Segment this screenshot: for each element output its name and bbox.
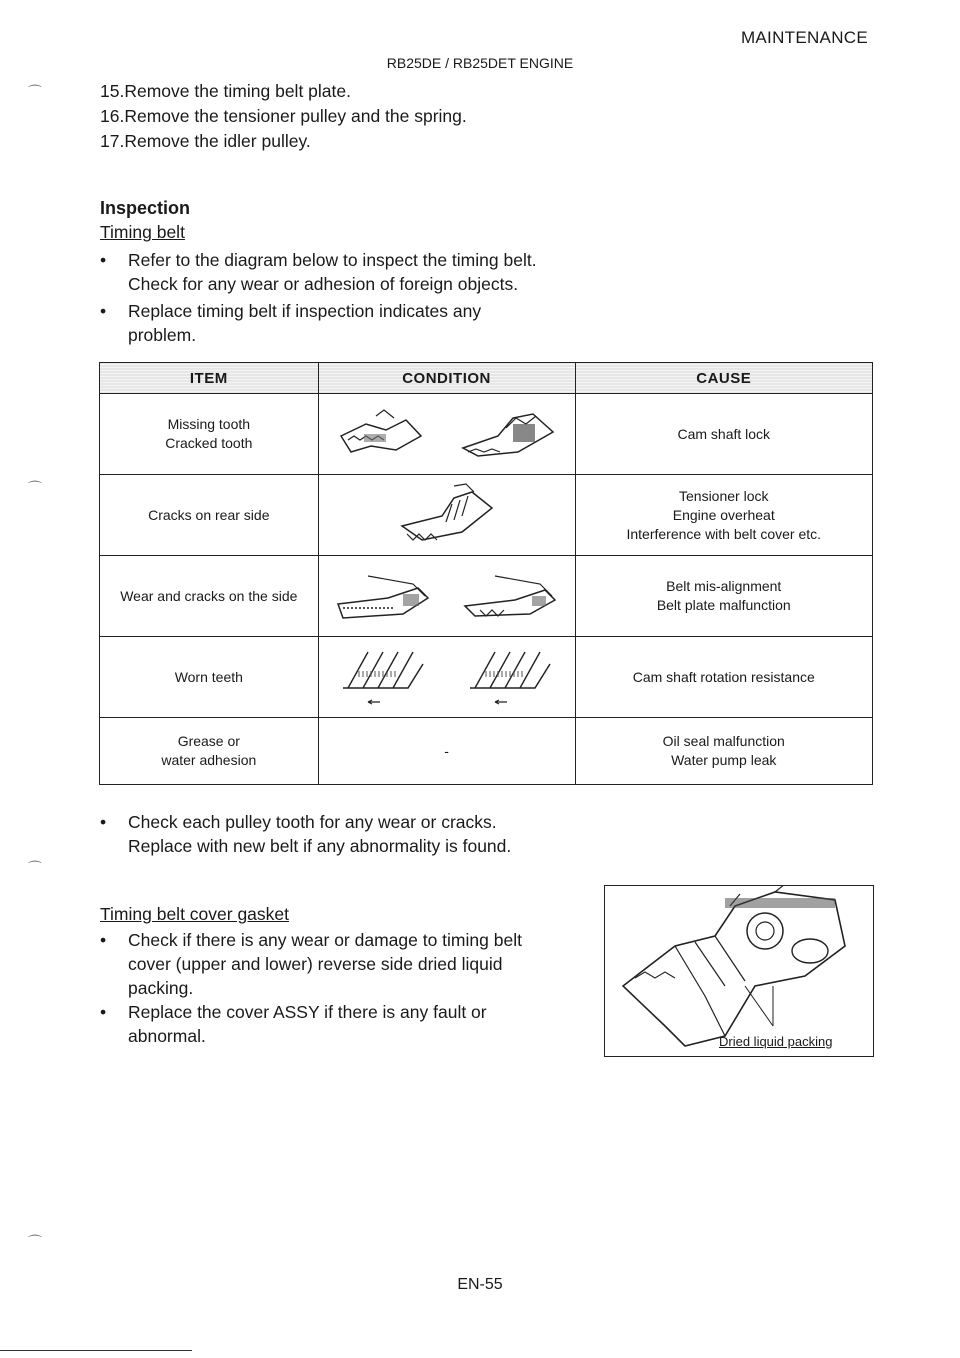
cause-cell xyxy=(575,394,873,475)
item-text: Cracked tooth xyxy=(165,435,253,451)
table-row xyxy=(100,637,873,718)
condition-cell xyxy=(318,637,575,718)
bullet-text: abnormal. xyxy=(128,1026,206,1046)
bullet-text: packing. xyxy=(128,978,194,998)
cause-text: Belt mis-alignment xyxy=(666,578,782,594)
cause-text: Cam shaft rotation resistance xyxy=(632,668,815,685)
bullet-text: Refer to the diagram below to inspect the timing belt. xyxy=(128,250,537,270)
margin-mark: ⌒ xyxy=(28,860,42,876)
belt-inspection-table xyxy=(99,362,873,785)
missing-tooth-belt-icon xyxy=(336,406,426,462)
engine-title: RB25DE / RB25DET ENGINE xyxy=(386,55,574,71)
cracked-tooth-belt-icon xyxy=(458,406,558,462)
cause-text: Interference with belt cover etc. xyxy=(626,525,822,542)
section-title: MAINTENANCE xyxy=(740,28,868,47)
condition-cell xyxy=(318,475,575,556)
bullet-text: Replace timing belt if inspection indicates any xyxy=(128,301,482,321)
item-text: Worn teeth xyxy=(174,668,243,685)
table-header-row xyxy=(100,363,873,394)
condition-text: - xyxy=(444,742,449,759)
figure-label: Dried liquid packing xyxy=(719,1034,833,1049)
cause-text: Water pump leak xyxy=(671,752,777,768)
timing-belt-cover-icon xyxy=(605,886,873,1056)
bullet-text: Replace with new belt if any abnormality is found. xyxy=(128,836,512,856)
item-cell xyxy=(100,394,319,475)
bullet-text: Check each pulley tooth for any wear or cracks. xyxy=(128,812,497,832)
cause-text: Engine overheat xyxy=(672,506,775,523)
margin-mark: ⌒ xyxy=(28,1234,42,1250)
margin-mark: ⌒ xyxy=(28,480,42,496)
bullet-dot: • xyxy=(100,930,107,950)
column-header-cause: CAUSE xyxy=(575,363,873,394)
cause-cell xyxy=(575,475,873,556)
step-item: 15.Remove the timing belt plate. xyxy=(100,81,351,101)
bullet-text: Replace the cover ASSY if there is any fault or xyxy=(128,1002,487,1022)
cause-cell xyxy=(575,718,873,785)
item-text: Cracks on rear side xyxy=(148,506,270,523)
cause-cell xyxy=(575,556,873,637)
condition-cell xyxy=(318,556,575,637)
removal-steps xyxy=(100,79,467,154)
item-cell xyxy=(100,637,319,718)
column-header-item: ITEM xyxy=(100,363,319,394)
worn-teeth-belt-icon xyxy=(465,644,555,710)
timing-belt-bullets xyxy=(100,248,620,347)
inspection-heading: Inspection xyxy=(100,198,191,218)
bullet-text: Check if there is any wear or damage to timing belt xyxy=(128,930,522,950)
item-text: Missing tooth xyxy=(167,416,251,432)
column-header-condition: CONDITION xyxy=(318,363,575,394)
pulley-bullets xyxy=(100,810,620,858)
condition-cell xyxy=(318,718,575,785)
cause-text: Belt plate malfunction xyxy=(656,597,791,613)
page-number: EN-55 xyxy=(457,1276,503,1293)
bullet-dot: • xyxy=(100,812,107,832)
item-cell xyxy=(100,556,319,637)
cause-text: Cam shaft lock xyxy=(677,425,771,442)
item-text: Grease or xyxy=(177,733,240,749)
item-cell xyxy=(100,718,319,785)
table-row xyxy=(100,556,873,637)
timing-belt-subtitle: Timing belt xyxy=(100,222,185,242)
table-row xyxy=(100,475,873,556)
belt-cover-figure xyxy=(604,885,874,1057)
cause-text: Oil seal malfunction xyxy=(662,733,785,749)
rear-side-crack-belt-icon xyxy=(392,482,502,548)
condition-cell xyxy=(318,394,575,475)
bullet-dot: • xyxy=(100,301,107,321)
item-cell xyxy=(100,475,319,556)
bullet-text: Check for any wear or adhesion of foreign objects. xyxy=(128,274,519,294)
side-wear-belt-icon xyxy=(333,568,433,624)
bullet-dot: • xyxy=(100,250,107,270)
gasket-subtitle: Timing belt cover gasket xyxy=(100,904,290,924)
footer-rule xyxy=(0,1350,192,1351)
table-row xyxy=(100,394,873,475)
bullet-dot: • xyxy=(100,1002,107,1022)
cause-text: Tensioner lock xyxy=(679,487,769,504)
worn-teeth-belt-icon xyxy=(338,644,428,710)
table-row xyxy=(100,718,873,785)
step-item: 17.Remove the idler pulley. xyxy=(100,131,311,151)
cause-cell xyxy=(575,637,873,718)
side-crack-belt-icon xyxy=(460,568,560,624)
gasket-bullets xyxy=(100,928,600,1048)
margin-mark: ⌒ xyxy=(28,84,42,100)
item-text: Wear and cracks on the side xyxy=(120,587,298,604)
bullet-text: cover (upper and lower) reverse side dried liquid xyxy=(128,954,503,974)
bullet-text: problem. xyxy=(128,325,197,345)
item-text: water adhesion xyxy=(161,752,257,768)
step-item: 16.Remove the tensioner pulley and the spring. xyxy=(100,106,467,126)
